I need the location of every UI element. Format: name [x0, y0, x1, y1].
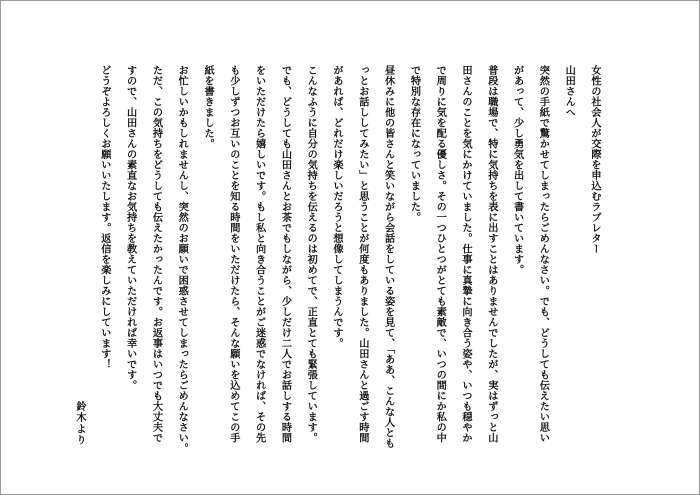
letter-line: 突然の手紙で驚かせてしまったらごめんなさい。でも、どうしても伝えたい思い — [537, 65, 550, 443]
letter-line: でも、どうしても山田さんとお茶でもしながら、少しだけ二人でお話しする時間 — [279, 65, 292, 443]
letter-line: すので、山田さんの素直なお気持ちを教えていただければ幸いです。 — [124, 65, 137, 391]
letter-line: も少しずつお互いのことを知る時間をいただけたら、そんな願いを込めてこの手 — [227, 65, 240, 443]
letter-line: こんなふうに自分の気持ちを伝えるのは初めてで、正直とても緊張しています。 — [305, 65, 318, 443]
letter-line: 田さんのことを気にかけていました。仕事に真摯に向き合う姿や、いつも穏やか — [460, 65, 473, 443]
letter-line: 紙を書きました。 — [202, 65, 215, 149]
letter-line: があって、少し勇気を出して書いています。 — [511, 65, 524, 275]
letter-line: があれば、どれだけ楽しいだろうと想像してしまうんです。 — [331, 65, 344, 349]
letter-line: 昼休みに他の皆さんと笑いながら会話をしている姿を見て、「ああ、こんな人とも — [382, 65, 395, 449]
letter-line: どうぞよろしくお願いいたします。返信を楽しみにしています！ — [98, 65, 111, 370]
letter-signature: 鈴木より — [74, 401, 86, 446]
letter-body — [91, 65, 607, 454]
letter-line: 普段は職場で、特に気持ちを表に出すことはありませんでしたが、実はずっと山 — [485, 65, 498, 443]
letter-line: ただ、この気持ちをどうしても伝えたかったんです。お返事はいつでも大丈夫で — [150, 65, 163, 443]
letter-line: をいただけたら嬉しいです。もし私と向き合うことがご迷惑でなければ、その先 — [253, 65, 266, 443]
letter-line: っとお話ししてみたい」と思うことが何度もありました。山田さんと過ごす時間 — [356, 65, 369, 443]
letter-line: で特別な存在になっていました。 — [408, 65, 421, 223]
letter-line: お忙しいかもしれませんし、突然のお願いで困惑させてしまったらごめんなさい。 — [176, 65, 189, 454]
letter-line: で周りに気を配る優しさ。その一つひとつがとても素敵で、いつの間にか私の中 — [434, 65, 447, 443]
letter-title: 女性の社会人が交際を申込むラブレター — [589, 65, 601, 254]
letter-salutation: 山田さんへ — [563, 65, 576, 118]
